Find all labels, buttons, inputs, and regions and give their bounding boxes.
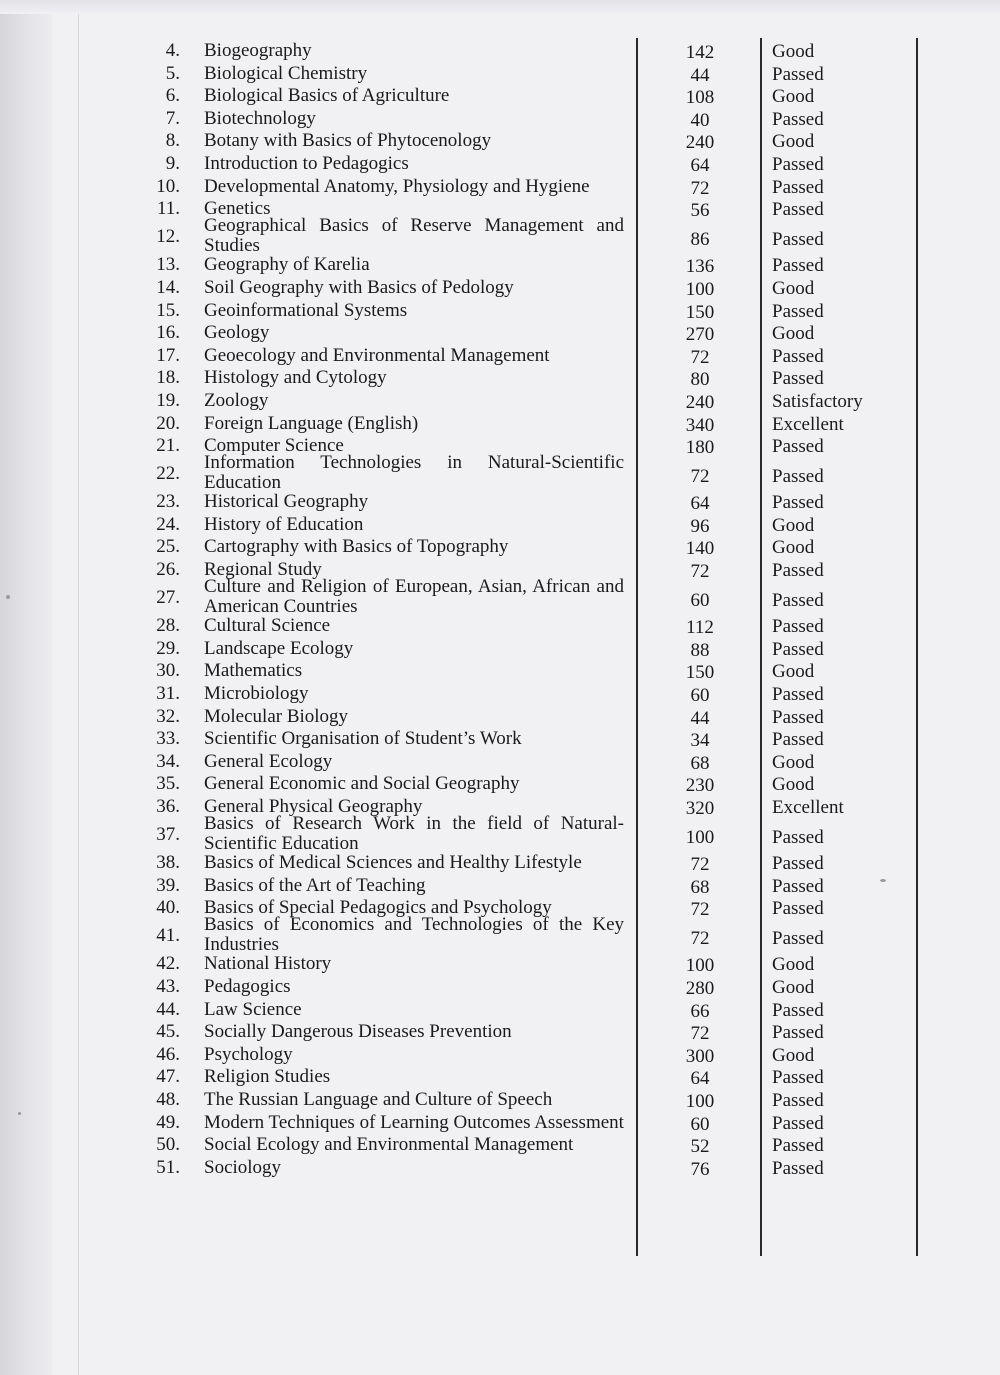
table-row	[0, 1157, 1000, 1180]
row-number: 29.	[156, 637, 180, 659]
row-number: 27.	[156, 586, 180, 608]
course-grade: Passed	[772, 300, 824, 322]
course-hours: 300	[685, 1045, 715, 1067]
course-hours: 52	[690, 1136, 710, 1158]
course-title: Geology	[204, 322, 270, 344]
course-grade: Passed	[772, 436, 824, 458]
row-number: 7.	[165, 107, 180, 129]
table-row	[0, 300, 1000, 323]
course-grade: Good	[772, 131, 815, 153]
course-grade: Passed	[772, 616, 824, 638]
course-grade: Passed	[772, 199, 824, 221]
course-grade: Passed	[772, 1112, 824, 1134]
row-number: 30.	[156, 660, 180, 682]
row-number: 24.	[156, 513, 180, 535]
table-row	[0, 345, 1000, 368]
course-grade: Passed	[772, 1135, 824, 1157]
course-title: Foreign Language (English)	[204, 412, 419, 434]
course-title: Landscape Ecology	[204, 637, 354, 659]
table-row	[0, 277, 1000, 300]
table-row	[0, 153, 1000, 176]
course-grade: Good	[772, 277, 815, 299]
table-row	[0, 176, 1000, 199]
row-number: 48.	[156, 1088, 180, 1110]
course-hours: 60	[690, 684, 710, 706]
course-title: Scientific Organisation of Student’s Work	[204, 728, 522, 750]
course-title: General Economic and Social Geography	[204, 773, 520, 795]
course-grade: Good	[772, 537, 815, 559]
course-grade: Passed	[772, 154, 824, 175]
row-number: 33.	[156, 728, 180, 750]
course-grade: Passed	[772, 638, 824, 660]
course-grade: Good	[772, 751, 815, 773]
table-row	[0, 751, 1000, 774]
course-grade: Passed	[772, 1067, 824, 1089]
row-number: 22.	[156, 462, 180, 484]
table-row	[0, 706, 1000, 729]
course-hours: 64	[690, 155, 710, 176]
row-number: 44.	[156, 998, 180, 1020]
course-grade: Passed	[772, 875, 824, 897]
course-grade: Passed	[772, 255, 824, 277]
course-hours: 142	[685, 42, 715, 63]
course-hours: 150	[685, 662, 715, 684]
row-number: 12.	[156, 225, 180, 247]
course-hours: 270	[685, 324, 715, 346]
course-grade: Passed	[772, 63, 824, 85]
table-row	[0, 852, 1000, 875]
row-number: 51.	[156, 1156, 180, 1178]
course-hours: 86	[690, 228, 710, 250]
course-title: Information Technologies in Natural-Scientific Education	[204, 451, 624, 493]
table-row	[0, 953, 1000, 976]
course-grade: Passed	[772, 999, 824, 1021]
course-grade: Passed	[772, 345, 824, 367]
table-row	[0, 254, 1000, 277]
row-number: 49.	[156, 1111, 180, 1133]
course-hours: 240	[685, 391, 715, 413]
table-row	[0, 976, 1000, 999]
course-hours: 180	[685, 437, 715, 459]
course-hours: 320	[685, 797, 715, 819]
course-title: National History	[204, 953, 332, 975]
course-hours: 100	[685, 826, 715, 848]
table-row	[0, 615, 1000, 638]
course-grade: Good	[772, 86, 815, 108]
course-hours: 80	[690, 369, 710, 391]
row-number: 10.	[156, 175, 180, 197]
course-grade: Passed	[772, 108, 824, 130]
table-row	[0, 1134, 1000, 1157]
course-hours: 100	[685, 278, 715, 300]
course-hours: 240	[685, 132, 715, 154]
row-number: 42.	[156, 953, 180, 975]
course-title: Historical Geography	[204, 491, 369, 513]
table-row	[0, 40, 1000, 63]
course-title: Socially Dangerous Diseases Prevention	[204, 1021, 512, 1043]
row-number: 35.	[156, 773, 180, 795]
course-grade: Passed	[772, 1089, 824, 1111]
course-title: Geographical Basics of Reserve Management and Studies	[204, 214, 624, 256]
course-grade: Passed	[772, 898, 824, 920]
course-title: General Ecology	[204, 750, 333, 772]
course-hours: 88	[690, 639, 710, 661]
table-row	[0, 85, 1000, 108]
course-hours: 68	[690, 752, 710, 774]
course-title: Histology and Cytology	[204, 367, 387, 389]
course-title: Soil Geography with Basics of Pedology	[204, 276, 514, 298]
course-hours: 140	[685, 538, 715, 560]
course-grade: Passed	[772, 706, 824, 728]
row-number: 45.	[156, 1021, 180, 1043]
row-number: 8.	[165, 130, 180, 152]
row-number: 43.	[156, 975, 180, 997]
course-title: Biological Basics of Agriculture	[204, 85, 450, 107]
course-grade: Passed	[772, 1022, 824, 1044]
table-row	[0, 322, 1000, 345]
table-row	[0, 390, 1000, 413]
row-number: 41.	[156, 924, 180, 946]
course-grade: Passed	[772, 560, 824, 581]
course-hours: 72	[690, 899, 710, 921]
course-title: Social Ecology and Environmental Management	[204, 1134, 574, 1156]
course-hours: 72	[690, 927, 710, 949]
table-row	[0, 1066, 1000, 1089]
course-grade: Passed	[772, 228, 824, 250]
row-number: 5.	[165, 62, 180, 84]
table-row	[0, 1089, 1000, 1112]
course-hours: 280	[685, 977, 715, 999]
course-title: Regional Study	[204, 559, 322, 580]
course-title: General Physical Geography	[204, 795, 423, 817]
course-title: Developmental Anatomy, Physiology and Hygiene	[204, 175, 590, 197]
course-grade: Passed	[772, 729, 824, 751]
course-hours: 100	[685, 955, 715, 977]
course-grade: Passed	[772, 368, 824, 390]
row-number: 50.	[156, 1134, 180, 1156]
course-grade: Passed	[772, 927, 824, 949]
course-hours: 56	[690, 200, 710, 222]
course-hours: 34	[690, 730, 710, 752]
table-row	[0, 875, 1000, 898]
course-grade: Passed	[772, 176, 824, 198]
course-grade: Passed	[772, 826, 824, 848]
course-title: Psychology	[204, 1043, 293, 1065]
table-row	[0, 728, 1000, 751]
course-hours: 68	[690, 876, 710, 898]
course-hours: 150	[685, 301, 715, 323]
course-hours: 60	[690, 589, 710, 611]
table-row	[0, 130, 1000, 153]
table-row	[0, 812, 1000, 854]
course-hours: 72	[690, 1023, 710, 1045]
course-title: Culture and Religion of European, Asian, African and American Countries	[204, 575, 624, 617]
course-grade: Passed	[772, 492, 824, 514]
course-title: Genetics	[204, 198, 271, 220]
course-title: Basics of Medical Sciences and Healthy Lifestyle	[204, 852, 582, 873]
table-row	[0, 413, 1000, 436]
table-row	[0, 660, 1000, 683]
course-title: Geoecology and Environmental Management	[204, 344, 550, 366]
course-grade: Good	[772, 774, 815, 796]
row-number: 17.	[156, 344, 180, 366]
course-title: Biogeography	[204, 40, 312, 61]
course-grade: Satisfactory	[772, 390, 863, 412]
course-title: The Russian Language and Culture of Speech	[204, 1088, 553, 1110]
course-grade: Passed	[772, 1157, 824, 1179]
row-number: 39.	[156, 874, 180, 896]
table-row	[0, 491, 1000, 514]
table-row	[0, 514, 1000, 537]
course-title: Cultural Science	[204, 615, 331, 637]
course-grade: Passed	[772, 853, 824, 874]
row-number: 26.	[156, 559, 180, 580]
course-hours: 76	[690, 1158, 710, 1180]
course-hours: 72	[690, 561, 710, 582]
course-title: Zoology	[204, 389, 269, 411]
table-row	[0, 913, 1000, 955]
row-number: 46.	[156, 1043, 180, 1065]
course-title: Religion Studies	[204, 1066, 331, 1088]
table-row	[0, 1044, 1000, 1067]
course-title: Geoinformational Systems	[204, 299, 408, 321]
table-row	[0, 1112, 1000, 1135]
course-hours: 60	[690, 1113, 710, 1135]
course-title: Geography of Karelia	[204, 254, 370, 276]
table-row	[0, 108, 1000, 131]
course-hours: 230	[685, 775, 715, 797]
course-grade: Good	[772, 323, 815, 345]
course-hours: 100	[685, 1090, 715, 1112]
course-title: Basics of Special Pedagogics and Psychology	[204, 897, 552, 919]
table-row	[0, 773, 1000, 796]
table-row	[0, 683, 1000, 706]
row-number: 21.	[156, 435, 180, 457]
table-row	[0, 536, 1000, 559]
row-number: 9.	[165, 153, 180, 174]
course-title: Mathematics	[204, 660, 303, 682]
course-hours: 72	[690, 465, 710, 487]
course-title: Law Science	[204, 998, 302, 1020]
course-hours: 340	[685, 414, 715, 436]
row-number: 36.	[156, 795, 180, 817]
table-row	[0, 999, 1000, 1022]
row-number: 13.	[156, 254, 180, 276]
course-grade: Passed	[772, 683, 824, 705]
course-title: Cartography with Basics of Topography	[204, 536, 509, 558]
course-title: Biological Chemistry	[204, 62, 368, 84]
row-number: 20.	[156, 412, 180, 434]
course-title: Modern Techniques of Learning Outcomes Assessment	[204, 1111, 624, 1133]
course-grade: Good	[772, 1044, 815, 1066]
course-title: Basics of Economics and Technologies of the Key Industries	[204, 913, 624, 955]
course-hours: 44	[690, 707, 710, 729]
course-hours: 72	[690, 177, 710, 199]
course-title: Molecular Biology	[204, 705, 349, 727]
course-hours: 64	[690, 493, 710, 515]
course-hours: 108	[685, 87, 715, 109]
row-number: 32.	[156, 705, 180, 727]
course-grade: Good	[772, 976, 815, 998]
course-grade: Good	[772, 514, 815, 536]
row-number: 4.	[165, 40, 180, 61]
course-title: Basics of Research Work in the field of Natural-Scientific Education	[204, 812, 624, 854]
course-hours: 136	[685, 256, 715, 278]
row-number: 38.	[156, 852, 180, 873]
course-hours: 44	[690, 64, 710, 86]
row-number: 19.	[156, 389, 180, 411]
course-title: Pedagogics	[204, 975, 291, 997]
course-title: Computer Science	[204, 435, 344, 457]
course-title: Biotechnology	[204, 107, 316, 129]
course-hours: 72	[690, 854, 710, 875]
row-number: 11.	[156, 198, 180, 220]
row-number: 37.	[156, 823, 180, 845]
row-number: 14.	[156, 276, 180, 298]
table-row	[0, 638, 1000, 661]
table-row	[0, 63, 1000, 86]
course-grade: Good	[772, 954, 815, 976]
row-number: 28.	[156, 615, 180, 637]
course-grade: Excellent	[772, 413, 844, 435]
row-number: 34.	[156, 750, 180, 772]
row-number: 40.	[156, 897, 180, 919]
table-row	[0, 1021, 1000, 1044]
course-hours: 96	[690, 515, 710, 537]
course-hours: 112	[686, 617, 714, 639]
row-number: 23.	[156, 491, 180, 513]
course-grade: Passed	[772, 465, 824, 487]
course-grade: Excellent	[772, 796, 844, 818]
table-row	[0, 575, 1000, 617]
table-row	[0, 451, 1000, 493]
course-grade: Good	[772, 661, 815, 683]
course-hours: 66	[690, 1000, 710, 1022]
course-title: Sociology	[204, 1156, 282, 1178]
row-number: 47.	[156, 1066, 180, 1088]
table-row	[0, 214, 1000, 256]
row-number: 16.	[156, 322, 180, 344]
row-number: 15.	[156, 299, 180, 321]
course-title: Botany with Basics of Phytocenology	[204, 130, 492, 152]
row-number: 18.	[156, 367, 180, 389]
course-hours: 72	[690, 346, 710, 368]
course-title: History of Education	[204, 513, 364, 535]
course-grade: Passed	[772, 589, 824, 611]
row-number: 31.	[156, 682, 180, 704]
row-number: 6.	[165, 85, 180, 107]
course-title: Basics of the Art of Teaching	[204, 874, 426, 896]
row-number: 25.	[156, 536, 180, 558]
course-hours: 40	[690, 109, 710, 131]
table-row	[0, 367, 1000, 390]
course-grade: Good	[772, 41, 815, 62]
course-hours: 64	[690, 1068, 710, 1090]
course-title: Microbiology	[204, 682, 309, 704]
course-title: Introduction to Pedagogics	[204, 153, 409, 174]
